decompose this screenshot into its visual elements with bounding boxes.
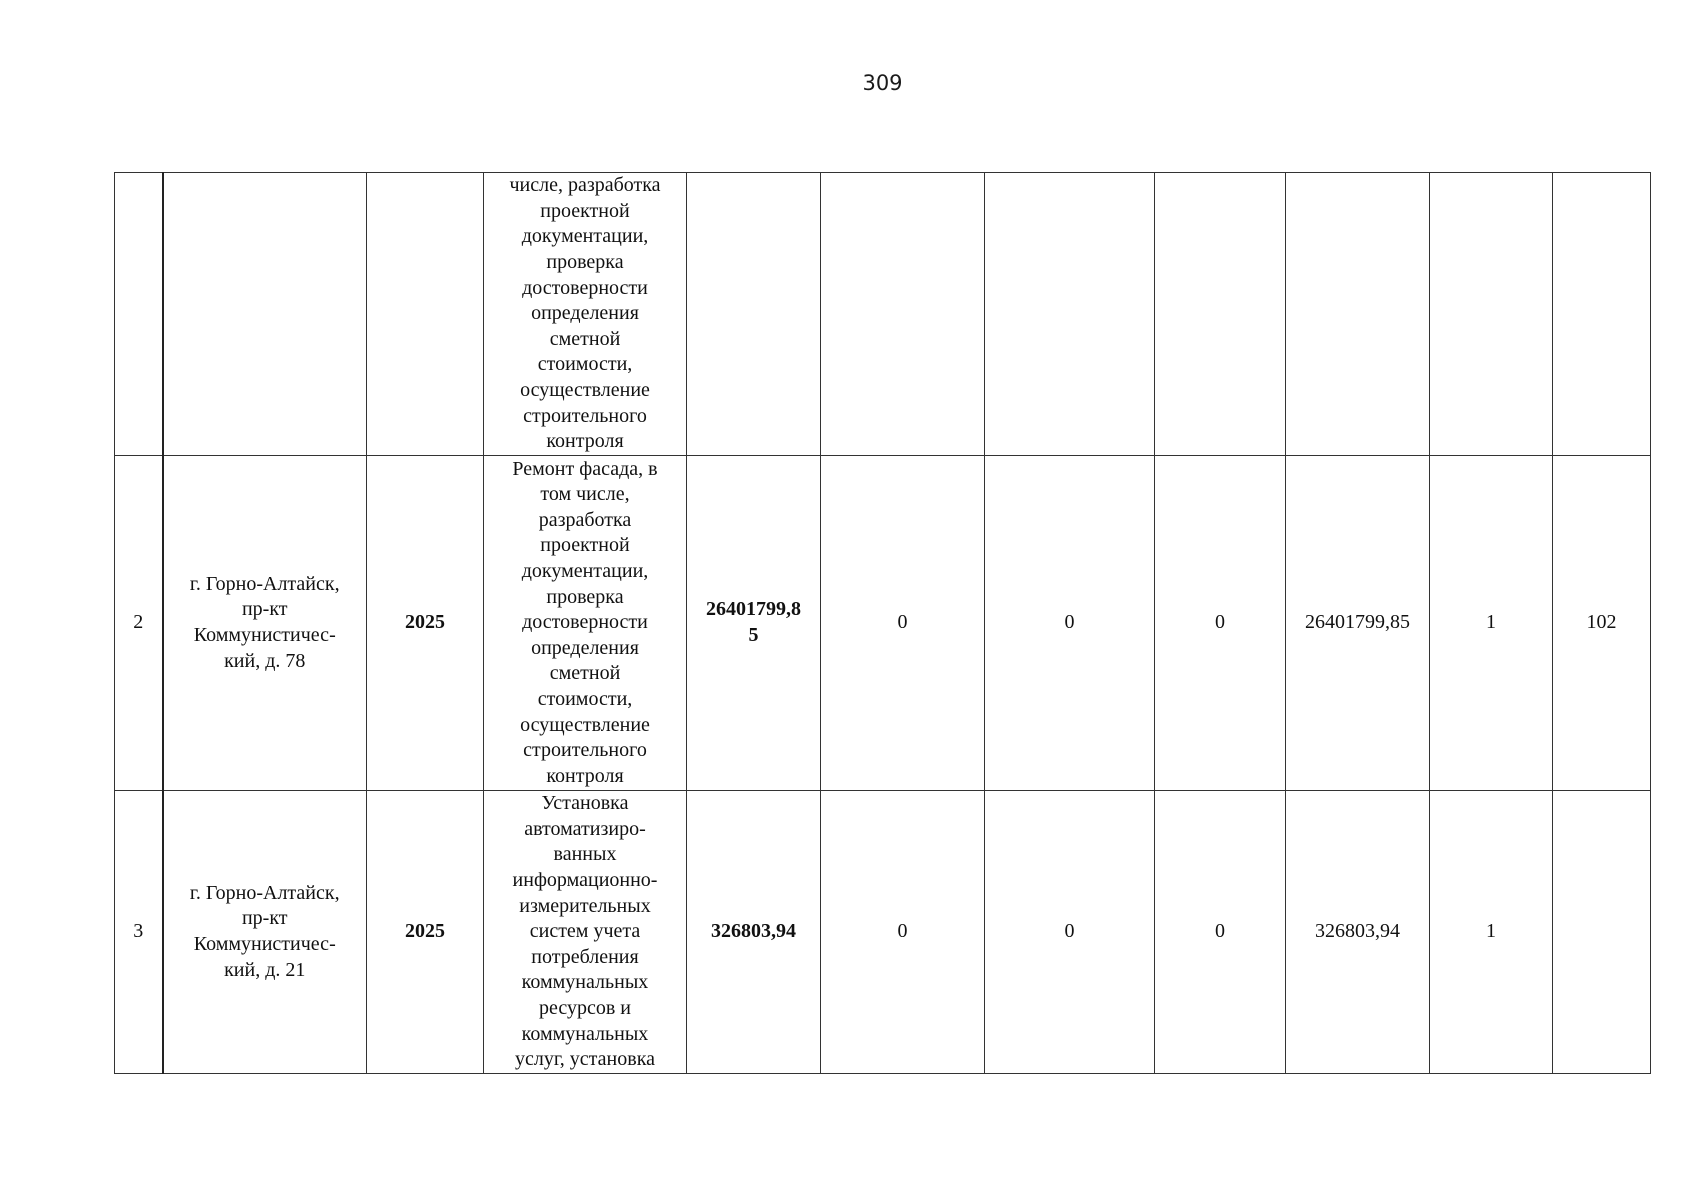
count-cell — [1430, 456, 1553, 791]
program-table — [114, 172, 1651, 1074]
cost-cell-text: 326803,94 — [1315, 920, 1400, 943]
address-cell — [163, 791, 367, 1074]
cost-cell — [1155, 791, 1286, 1074]
row-number-cell — [115, 791, 163, 1074]
cost-cell-text: 0 — [1064, 611, 1075, 634]
row-number-cell-text: 2 — [133, 611, 144, 634]
count-cell-text: 1 — [1486, 920, 1496, 943]
page-number: 309 — [862, 71, 903, 95]
cost-cell-text: 0 — [1064, 920, 1075, 943]
value-cell-text: 102 — [1586, 611, 1617, 634]
cost-cell — [821, 456, 985, 791]
year-cell — [367, 173, 484, 456]
total-cost-cell — [687, 791, 821, 1074]
value-cell — [1553, 173, 1651, 456]
cost-cell — [1286, 791, 1430, 1074]
value-cell — [1553, 791, 1651, 1074]
total-cost-cell — [687, 173, 821, 456]
address-cell-text: г. Горно-Алтайск, пр-кт Коммунистичес- кий, д. 78 — [189, 572, 340, 672]
value-cell — [1553, 456, 1651, 791]
table-row — [115, 456, 1651, 791]
count-cell-text: 1 — [1486, 611, 1496, 634]
work-type-cell — [484, 791, 687, 1074]
year-cell-text: 2025 — [405, 611, 445, 634]
cost-cell — [985, 456, 1155, 791]
cost-cell — [821, 173, 985, 456]
year-cell — [367, 791, 484, 1074]
year-cell — [367, 456, 484, 791]
work-type-cell-text: Ремонт фасада, в том числе, разработка проектной документации, проверка достоверности определения сметной стоимости, осуществление строительного контроля — [512, 457, 658, 787]
row-number-cell-text: 3 — [133, 920, 144, 943]
address-cell — [163, 173, 367, 456]
work-type-cell — [484, 456, 687, 791]
table-row — [115, 791, 1651, 1074]
year-cell-text: 2025 — [405, 920, 445, 943]
cost-cell — [1155, 456, 1286, 791]
cost-cell-text: 0 — [1215, 920, 1225, 943]
total-cost-cell-text: 326803,94 — [711, 920, 796, 943]
table-row — [115, 173, 1651, 456]
work-type-cell — [484, 173, 687, 456]
cost-cell — [1155, 173, 1286, 456]
cost-cell-text: 0 — [1215, 611, 1225, 634]
cost-cell — [985, 173, 1155, 456]
address-cell-text: г. Горно-Алтайск, пр-кт Коммунистичес- кий, д. 21 — [189, 881, 340, 981]
work-type-cell-text: Установка автоматизиро- ванных информационно- измерительных систем учета потребления коммунальных ресурсов и коммунальных услуг, установка — [512, 792, 658, 1071]
cost-cell-text: 26401799,85 — [1305, 611, 1410, 634]
table-body — [115, 173, 1651, 1074]
cost-cell-text: 0 — [897, 611, 908, 634]
cost-cell-text: 0 — [897, 920, 908, 943]
count-cell — [1430, 791, 1553, 1074]
address-cell — [163, 456, 367, 791]
row-number-cell — [115, 173, 163, 456]
cost-cell — [821, 791, 985, 1074]
total-cost-cell — [687, 456, 821, 791]
cost-cell — [1286, 456, 1430, 791]
cost-cell — [985, 791, 1155, 1074]
total-cost-cell-text: 26401799,8 5 — [706, 598, 801, 646]
work-type-cell-text: числе, разработка проектной документации, проверка достоверности определения сметной стоимости, осуществление строительного контроля — [509, 174, 661, 453]
cost-cell — [1286, 173, 1430, 456]
row-number-cell — [115, 456, 163, 791]
count-cell — [1430, 173, 1553, 456]
